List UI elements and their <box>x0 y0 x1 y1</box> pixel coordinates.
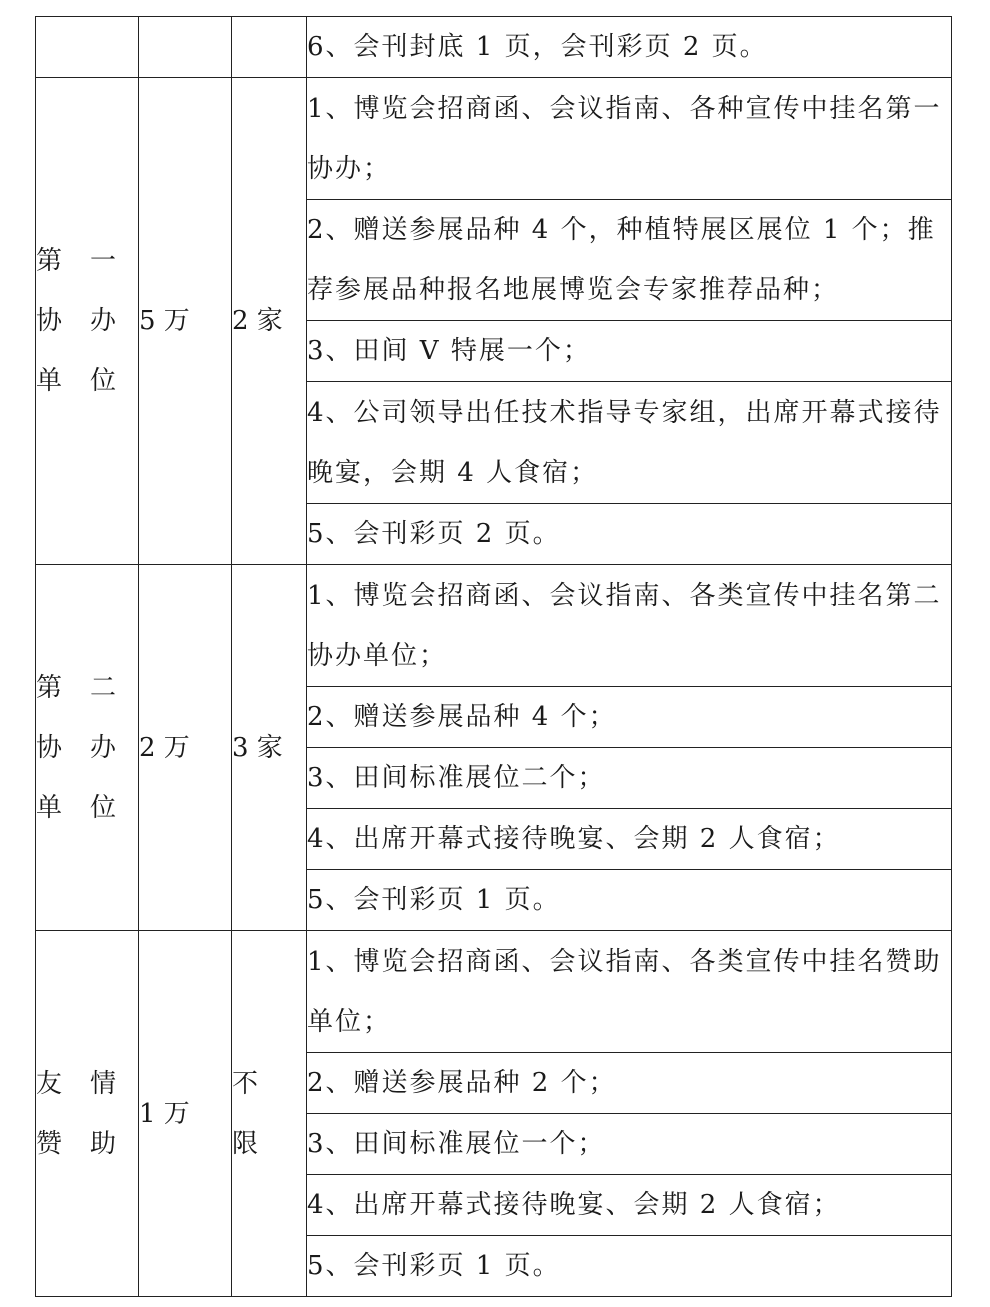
table-row <box>36 931 952 1053</box>
benefit-item: 5、会刊彩页 1 页。 <box>307 1236 952 1297</box>
benefit-item: 1、博览会招商函、会议指南、各种宣传中挂名第一协办； <box>307 78 952 200</box>
benefit-item: 5、会刊彩页 2 页。 <box>307 504 952 565</box>
tier-price-cell: 1 万 <box>139 931 232 1297</box>
tier-name-line: 第二 <box>36 672 145 703</box>
tier-name-line: 协办 <box>36 732 145 763</box>
tier-price-cell: 5 万 <box>139 78 232 565</box>
table-row <box>36 78 952 200</box>
tier-quantity-line: 限 <box>232 1128 259 1159</box>
benefit-item: 2、赠送参展品种 4 个，种植特展区展位 1 个；推荐参展品种报名地展博览会专家推荐品种； <box>307 200 952 321</box>
tier-name-cell <box>36 78 145 565</box>
quantity-cell-empty <box>232 17 307 78</box>
tier-quantity-cell <box>232 78 307 565</box>
tier-cell-empty <box>36 17 139 78</box>
tier-name-line: 单位 <box>36 792 145 823</box>
tier-name-line: 单位 <box>36 366 145 396</box>
price-cell-empty <box>139 17 232 78</box>
tier-quantity-line: 不 <box>232 1068 259 1099</box>
table-row <box>36 17 952 78</box>
tier-quantity-cell <box>232 931 307 1297</box>
benefit-item: 1、博览会招商函、会议指南、各类宣传中挂名赞助单位； <box>307 931 952 1053</box>
benefit-item: 1、博览会招商函、会议指南、各类宣传中挂名第二协办单位； <box>307 565 952 687</box>
benefit-item: 3、田间标准展位一个； <box>307 1114 952 1175</box>
benefit-item: 3、田间标准展位二个； <box>307 748 952 809</box>
tier-name-line: 赞助 <box>36 1128 145 1159</box>
table-row <box>36 565 952 687</box>
tier-name-line: 第一 <box>36 246 145 276</box>
benefit-item: 3、田间 V 特展一个； <box>307 321 952 382</box>
benefit-item: 5、会刊彩页 1 页。 <box>307 870 952 931</box>
tier-quantity-line: 2 家 <box>232 306 283 336</box>
benefit-item: 4、出席开幕式接待晚宴、会期 2 人食宿； <box>307 809 952 870</box>
tier-price-cell: 2 万 <box>139 565 232 931</box>
tier-quantity-cell <box>232 565 307 931</box>
benefit-item: 4、出席开幕式接待晚宴、会期 2 人食宿； <box>307 1175 952 1236</box>
benefit-item: 2、赠送参展品种 2 个； <box>307 1053 952 1114</box>
tier-quantity-line: 3 家 <box>232 732 283 763</box>
benefit-item: 6、会刊封底 1 页，会刊彩页 2 页。 <box>307 17 952 78</box>
sponsorship-table <box>35 16 952 1297</box>
benefit-item: 2、赠送参展品种 4 个； <box>307 687 952 748</box>
tier-name-cell <box>36 931 145 1297</box>
tier-name-line: 友情 <box>36 1068 145 1099</box>
tier-name-cell <box>36 565 145 931</box>
benefit-item: 4、公司领导出任技术指导专家组，出席开幕式接待晚宴，会期 4 人食宿； <box>307 382 952 504</box>
tier-name-line: 协办 <box>36 306 145 336</box>
